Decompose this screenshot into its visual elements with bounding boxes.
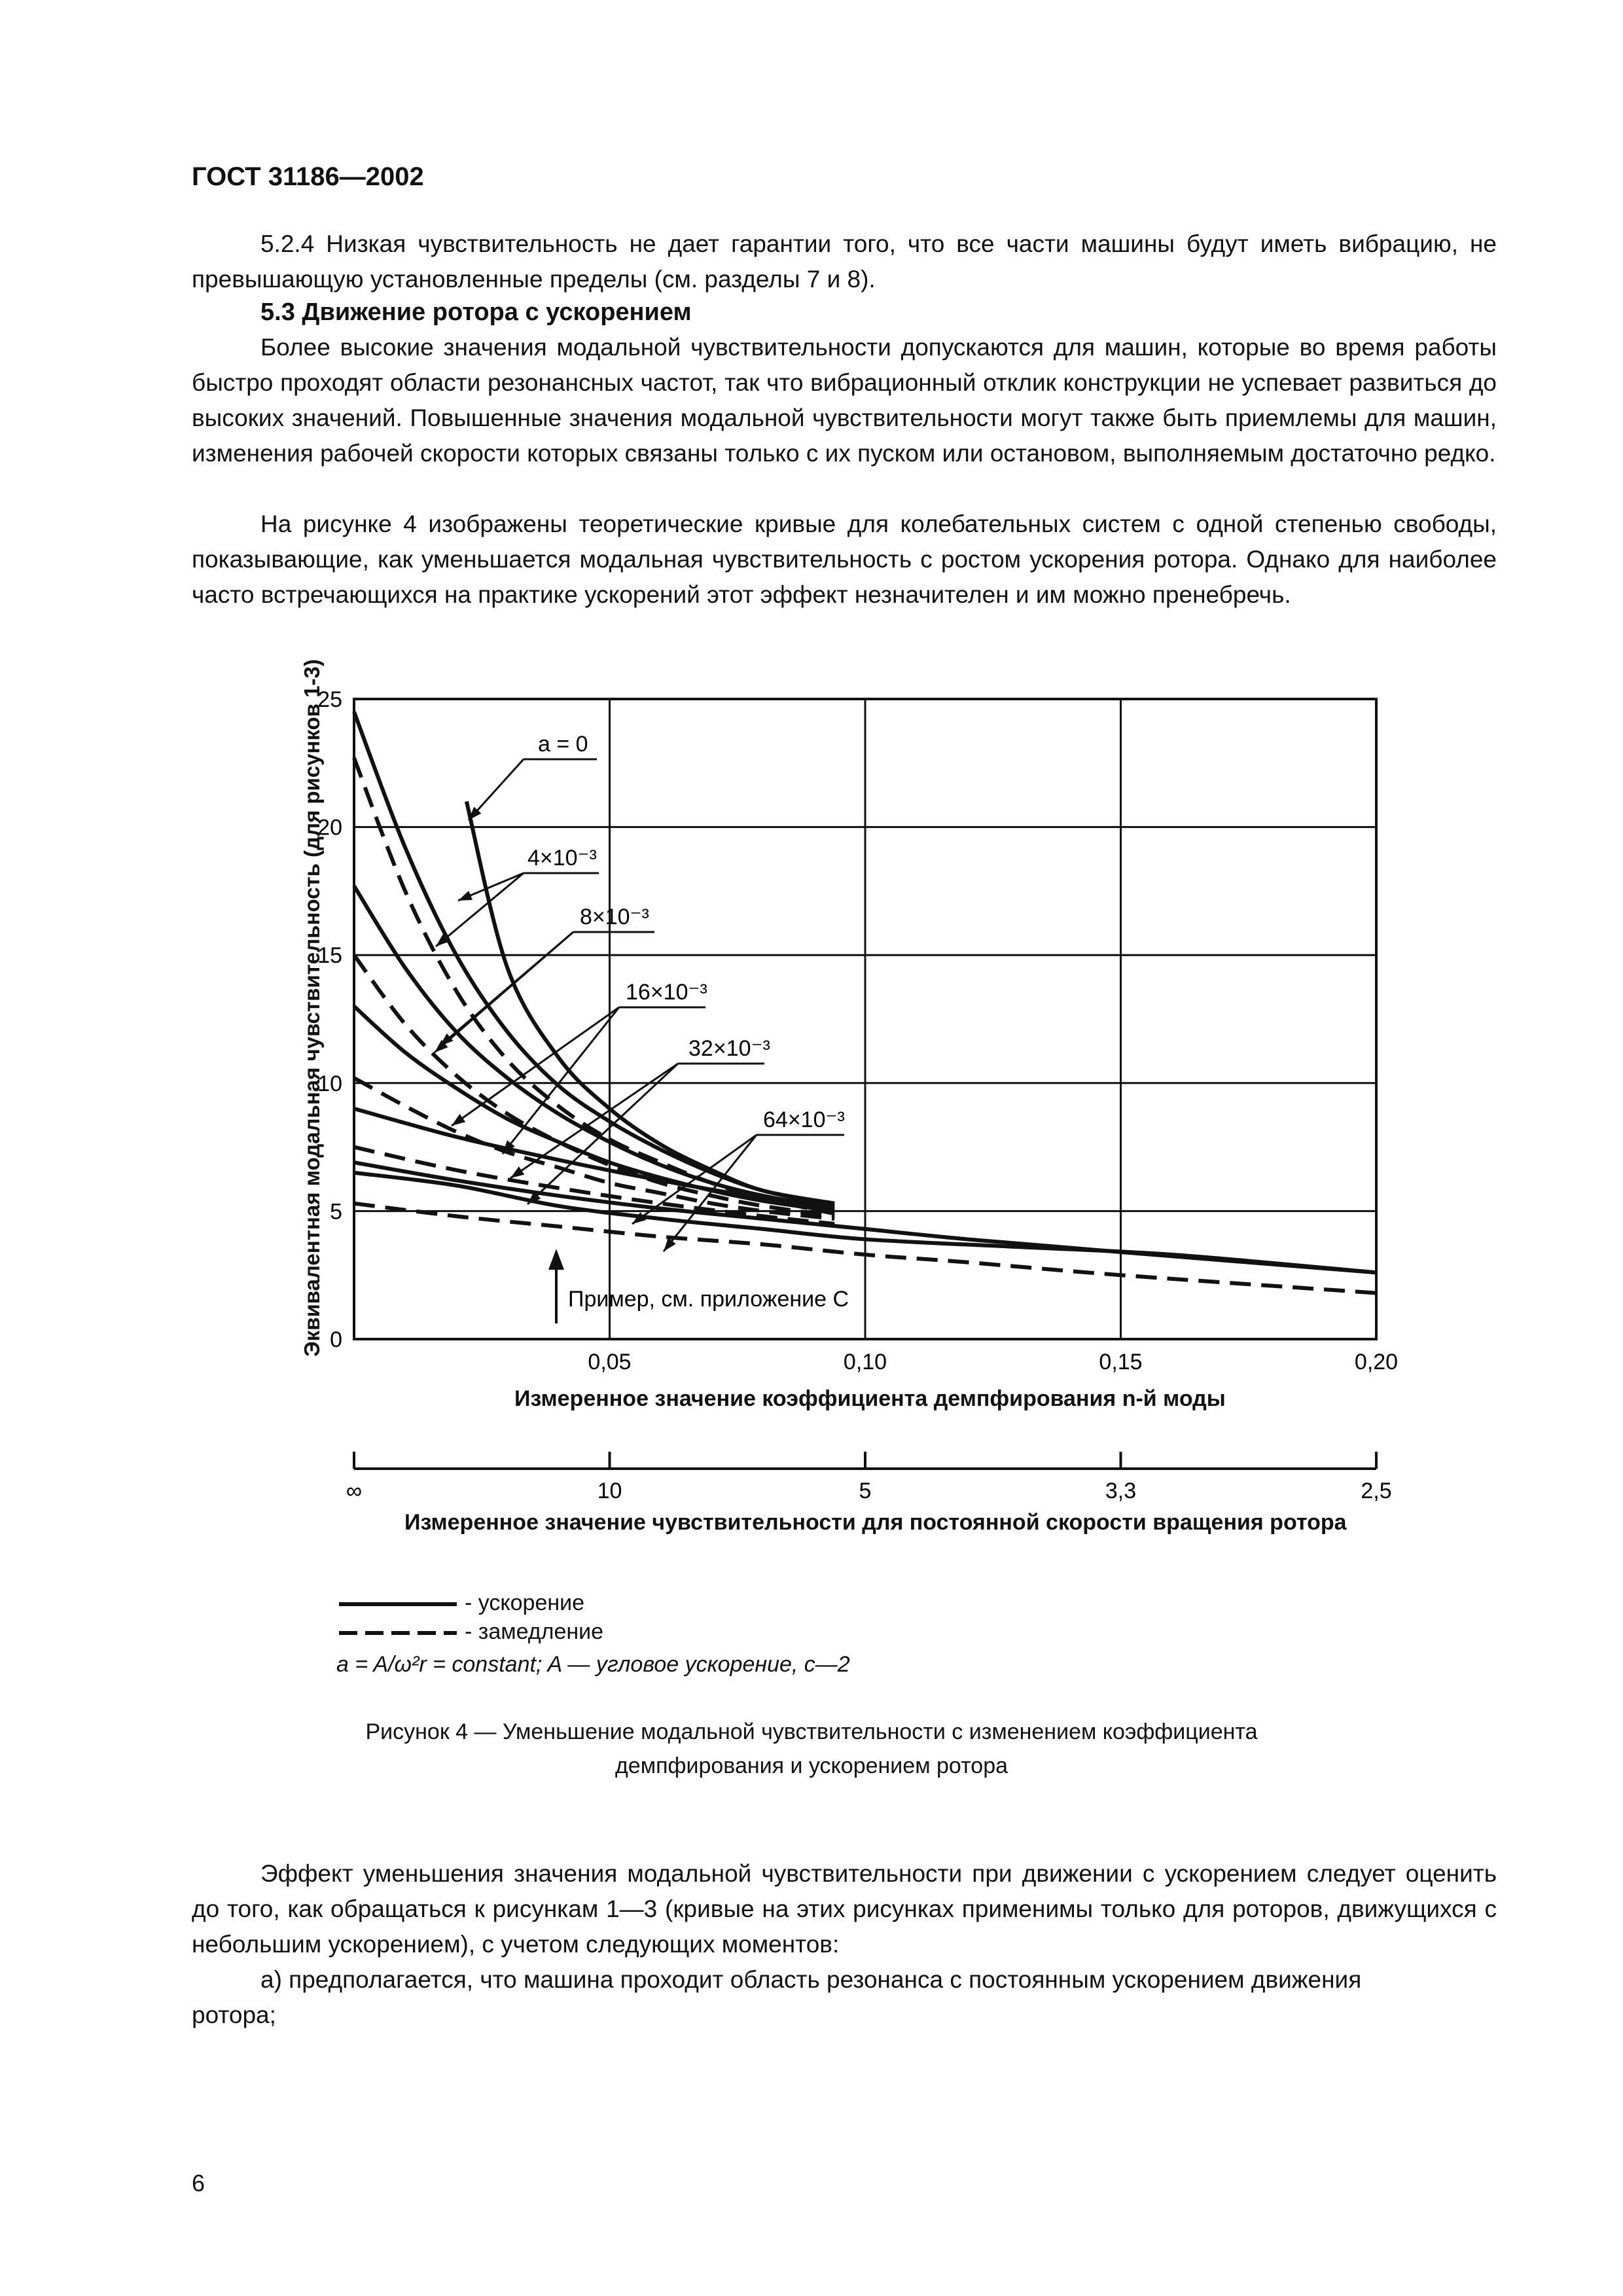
- legend-dashed-label: - замедление: [465, 1619, 604, 1644]
- curve-label: 64×10⁻³: [763, 1107, 845, 1132]
- example-label: Пример, см. приложение С: [568, 1287, 849, 1312]
- arrowhead: [632, 1212, 646, 1224]
- example-arrowhead: [548, 1249, 564, 1270]
- page-number: 6: [192, 2170, 205, 2197]
- figure-caption-line1: Рисунок 4 — Уменьшение модальной чувствительности с изменением коэффициента: [365, 1719, 1258, 1744]
- paragraph-after-figure: Эффект уменьшения значения модальной чувствительности при движении с ускорением следует оценить до того, как обращаться к рисункам 1—3 (кривые на этих рисунках применимы только для роторов, движущихся с небольшим ускорением), с учетом следующих моментов:: [192, 1860, 1497, 1958]
- list-item-a-line1: а) предполагается, что машина проходит область резонанса с постоянным ускорением движения: [260, 1966, 1362, 1993]
- arrowhead: [452, 1114, 465, 1126]
- arrowhead: [458, 891, 473, 901]
- leader-line: [503, 1007, 619, 1154]
- paragraph-5-2-4: 5.2.4 Низкая чувствительность не дает гарантии того, что все части машины будут иметь вибрацию, не превышающую установленные пределы (см. разделы 7 и 8).: [192, 230, 1497, 293]
- list-item-a-line2: ротора;: [192, 2001, 276, 2028]
- secondary-axis: [346, 1452, 1392, 1503]
- secondary-tick-label: 3,3: [1105, 1479, 1137, 1503]
- legend-solid-label: - ускорение: [465, 1590, 585, 1615]
- y-tick-label: 5: [330, 1199, 342, 1225]
- y-tick-label: 0: [330, 1327, 342, 1352]
- x-axis-label: [514, 1386, 1226, 1412]
- y-tick-label: 15: [317, 943, 342, 969]
- y-tick-label: 20: [317, 815, 342, 840]
- legend-lines: [339, 1604, 457, 1633]
- legend-formula: a = A/ω²r = constant; A — угловое ускорение, с—2: [336, 1652, 850, 1677]
- x-tick-label: 0,05: [588, 1350, 632, 1374]
- curve-label: 32×10⁻³: [688, 1036, 770, 1061]
- secondary-tick-label: 2,5: [1361, 1479, 1392, 1503]
- secondary-tick-label: 5: [859, 1479, 872, 1503]
- paragraph-5-3-b: На рисунке 4 изображены теоретические кривые для колебательных систем с одной степенью свободы, показывающие, как уменьшается модальная чувствительность с ростом ускорения ротора. Однако для наиболее часто встречающихся на практике ускорений этот эффект незначителен и им можно пренебречь.: [192, 511, 1497, 608]
- document-header: ГОСТ 31186—2002: [192, 162, 424, 191]
- chart-grid: [354, 699, 1376, 1339]
- arrowhead: [510, 1166, 524, 1178]
- x-axis-label-text: Измеренное значение коэффициента демпфирования n-й моды: [514, 1386, 1226, 1411]
- x-tick-label: 0,10: [843, 1350, 887, 1374]
- y-tick-label: 10: [317, 1071, 342, 1096]
- x-tick-label: 0,20: [1354, 1350, 1399, 1374]
- y-tick-label: 25: [317, 687, 342, 712]
- chart-ticks: [317, 687, 1398, 1374]
- curve-label: 16×10⁻³: [626, 980, 707, 1005]
- paragraph-5-3-a: Более высокие значения модальной чувствительности допускаются для машин, которые во время работы быстро проходят области резонансных частот, так что вибрационный отклик конструкции не успевает развиться до высоких значений. Повышенные значения модальной чувствительности могут также быть приемлемы для машин, изменения рабочей скорости которых связаны только с их пуском или остановом, выполняемым достаточно редко.: [192, 334, 1497, 467]
- y-axis-label: Эквивалентная модальная чувствительность (для рисунков 1-3): [300, 659, 324, 1357]
- leader-line: [436, 873, 524, 946]
- section-heading-5-3: 5.3 Движение ротора с ускорением: [260, 298, 692, 326]
- secondary-tick-label: ∞: [346, 1479, 363, 1503]
- curve-label: 4×10⁻³: [527, 846, 597, 870]
- figure-caption-line2: демпфирования и ускорением ротора: [615, 1753, 1008, 1778]
- secondary-axis-label: Измеренное значение чувствительности для постоянной скорости вращения ротора: [404, 1510, 1347, 1535]
- curve-label: a = 0: [538, 732, 588, 757]
- x-tick-label: 0,15: [1099, 1350, 1143, 1374]
- curve-label: 8×10⁻³: [580, 905, 649, 929]
- secondary-tick-label: 10: [597, 1479, 622, 1503]
